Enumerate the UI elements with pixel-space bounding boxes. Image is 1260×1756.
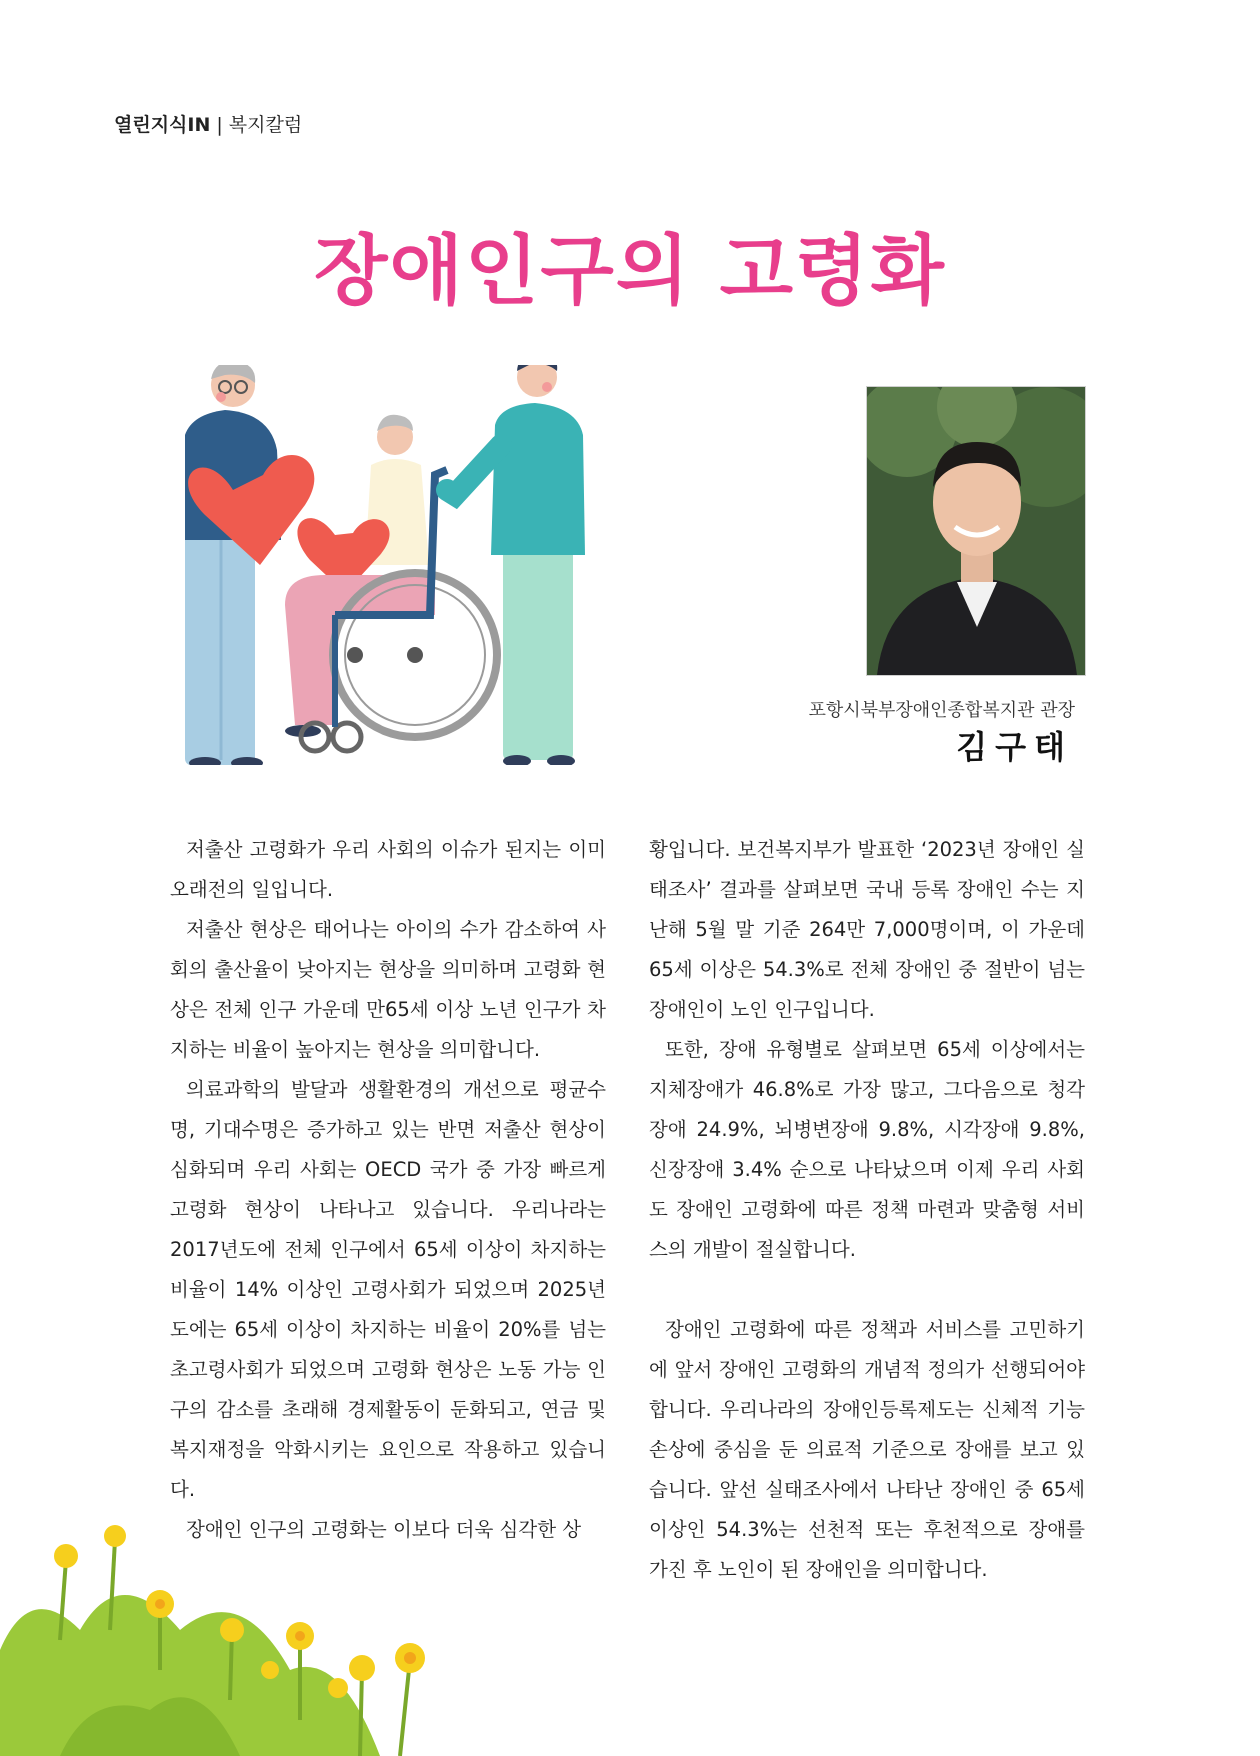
paragraph-gap [649,1270,1085,1310]
caregiver-man-figure [447,365,585,765]
paragraph: 장애인 고령화에 따른 정책과 서비스를 고민하기에 앞서 장애인 고령화의 개념적 정의가 선행되어야 합니다. 우리나라의 장애인등록제도는 신체적 기능손상에 중심을 둔 의료적 기준으로 장애를 보고 있습니다. 앞선 실태조사에서 나타난 장애인 중 65세 이상인 54.3%는 선천적 또는 후천적으로 장애를 가진 후 노인이 된 장애인을 의미합니다. [649,1318,1085,1581]
caregiving-illustration [185,365,665,765]
author-name: 김구태 [956,728,1073,766]
article-title: 장애인구의 고령화 [314,226,946,315]
paragraph: 장애인 인구의 고령화는 이보다 더욱 심각한 상 [186,1518,582,1541]
author-photo [866,386,1086,676]
header-separator: | [216,114,223,136]
paragraph: 저출산 고령화가 우리 사회의 이슈가 된지는 이미 오래전의 일입니다. [170,838,606,901]
paragraph: 의료과학의 발달과 생활환경의 개선으로 평균수명, 기대수명은 증가하고 있는 반면 저출산 현상이 심화되며 우리 사회는 OECD 국가 중 가장 빠르게 고령화 현상이 나타나고 있습니다. 우리나라는 2017년도에 전체 인구에서 65세 이상이 차지하는 비율이 14% 이상인 고령사회가 되었으며 2025년도에는 65세 이상이 차지하는 비율이 20%를 넘는 초고령사회가 되었으며 고령화 현상은 노동 가능 인구의 감소를 초래해 경제활동이 둔화되고, 연금 및 복지재정을 악화시키는 요인으로 작용하고 있습니다. [170,1078,606,1501]
article-column-left [170,830,606,1550]
page-header [114,110,302,137]
paragraph: 황입니다. 보건복지부가 발표한 ‘2023년 장애인 실태조사’ 결과를 살펴보면 국내 등록 장애인 수는 지난해 5월 말 기준 264만 7,000명이며, 이 가운데 65세 이상은 54.3%로 전체 장애인 중 절반이 넘는 장애인이 노인 인구입니다. [649,838,1085,1021]
category-label: 복지칼럼 [228,114,303,136]
paragraph: 저출산 현상은 태어나는 아이의 수가 감소하여 사회의 출산율이 낮아지는 현상을 의미하며 고령화 현상은 전체 인구 가운데 만65세 이상 노년 인구가 차지하는 비율이 높아지는 현상을 의미합니다. [170,918,606,1061]
article-column-right [649,830,1085,1590]
section-label: 열린지식IN [114,114,211,136]
paragraph: 또한, 장애 유형별로 살펴보면 65세 이상에서는 지체장애가 46.8%로 가장 많고, 그다음으로 청각장애 24.9%, 뇌병변장애 9.8%, 시각장애 9.8%, 신장장애 3.4% 순으로 나타났으며 이제 우리 사회도 장애인 고령화에 따른 정책 마련과 맞춤형 서비스의 개발이 절실합니다. [649,1038,1085,1261]
flower-decoration [0,1520,440,1756]
author-organization: 포항시북부장애인종합복지관 관장 [808,700,1075,721]
